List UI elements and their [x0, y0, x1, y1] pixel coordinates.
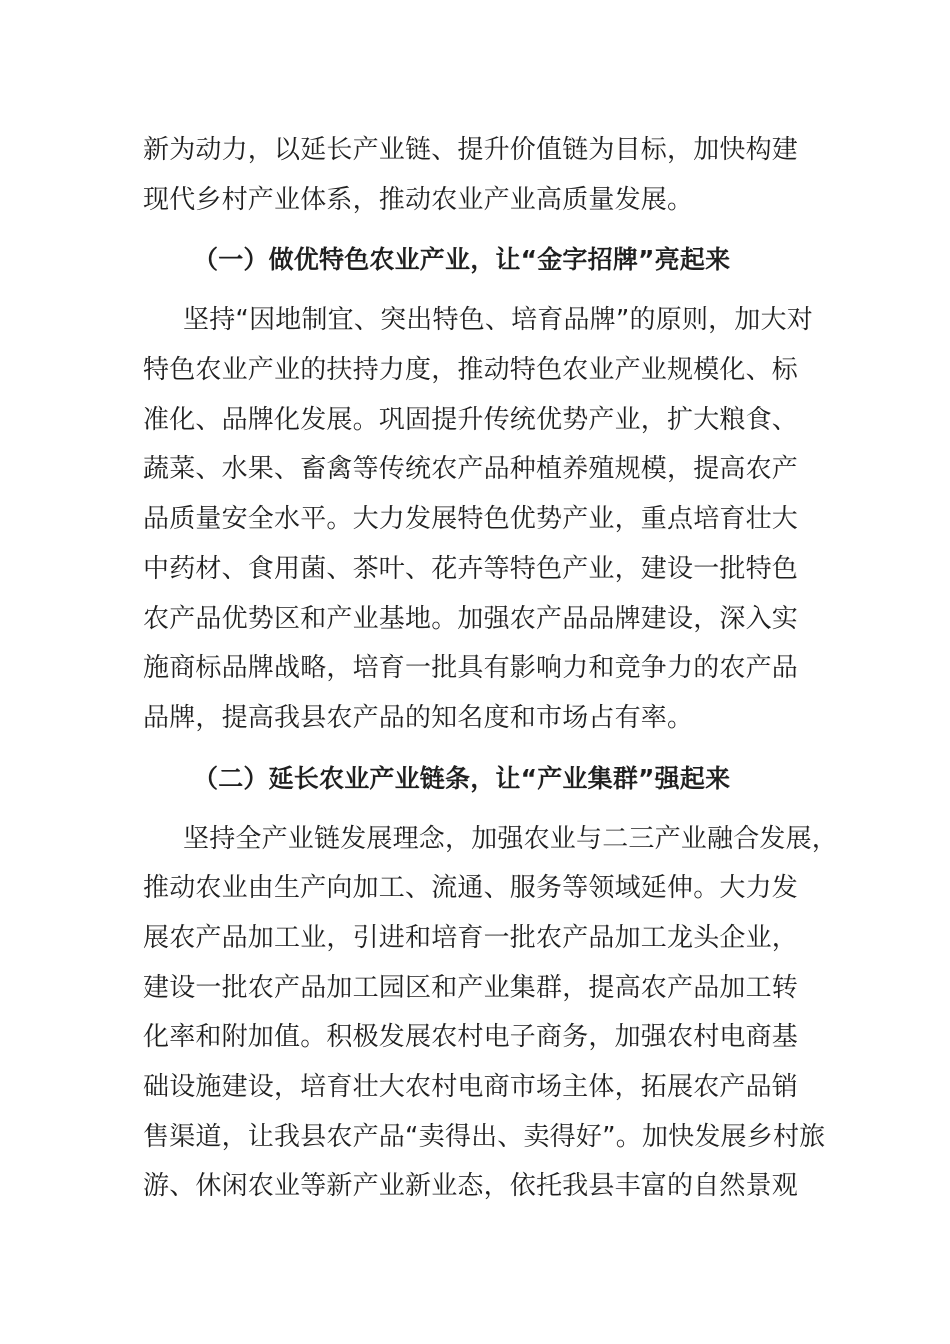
text-line: 品牌，提高我县农产品的知名度和市场占有率。: [143, 702, 694, 733]
text-line: 新为动力，以延长产业链、提升价值链为目标，加快构建: [143, 135, 799, 165]
text-line: 蔬菜、水果、畜禽等传统农产品种植养殖规模，提高农产: [143, 454, 799, 485]
document-body: [143, 126, 839, 1212]
text-line: 施商标品牌战略，培育一批具有影响力和竞争力的农产品: [143, 653, 799, 684]
intro-paragraph: [143, 126, 808, 225]
text-line: 游、休闲农业等新产业新业态，依托我县丰富的自然景观: [143, 1171, 799, 1202]
text-line: 现代乡村产业体系，推动农业产业高质量发展。: [143, 184, 694, 215]
text-line: 品质量安全水平。大力发展特色优势产业，重点培育壮大: [143, 504, 799, 535]
text-line: 准化、品牌化发展。巩固提升传统优势产业，扩大粮食、: [143, 404, 799, 435]
section-1-paragraph: [143, 296, 813, 743]
text-line: 坚持全产业链发展理念，加强农业与二三产业融合发展，: [183, 823, 839, 854]
text-line: 展农产品加工业，引进和培育一批农产品加工龙头企业，: [143, 922, 799, 953]
text-line: 中药材、食用菌、茶叶、花卉等特色产业，建设一批特色: [143, 553, 799, 584]
section-heading-2: （二）延长农业产业链条，让“产业集群”强起来: [193, 763, 731, 793]
text-line: 建设一批农产品加工园区和产业集群，提高农产品加工转: [143, 972, 799, 1003]
text-line: 特色农业产业的扶持力度，推动特色农业产业规模化、标: [143, 355, 799, 386]
section-2-paragraph: [143, 815, 839, 1213]
text-line: 推动农业由生产向加工、流通、服务等领域延伸。大力发: [143, 873, 799, 904]
text-line: 化率和附加值。积极发展农村电子商务，加强农村电商基: [143, 1022, 799, 1053]
text-line: 售渠道，让我县农产品“卖得出、卖得好”。加快发展乡村旅: [143, 1121, 826, 1152]
text-line: 础设施建设，培育壮大农村电商市场主体，拓展农产品销: [143, 1072, 799, 1102]
section-heading-1: （一）做优特色农业产业，让“金字招牌”亮起来: [193, 245, 731, 275]
text-line: 农产品优势区和产业基地。加强农产品品牌建设，深入实: [143, 603, 799, 634]
text-line: 坚持“因地制宜、突出特色、培育品牌”的原则，加大对: [183, 305, 813, 336]
